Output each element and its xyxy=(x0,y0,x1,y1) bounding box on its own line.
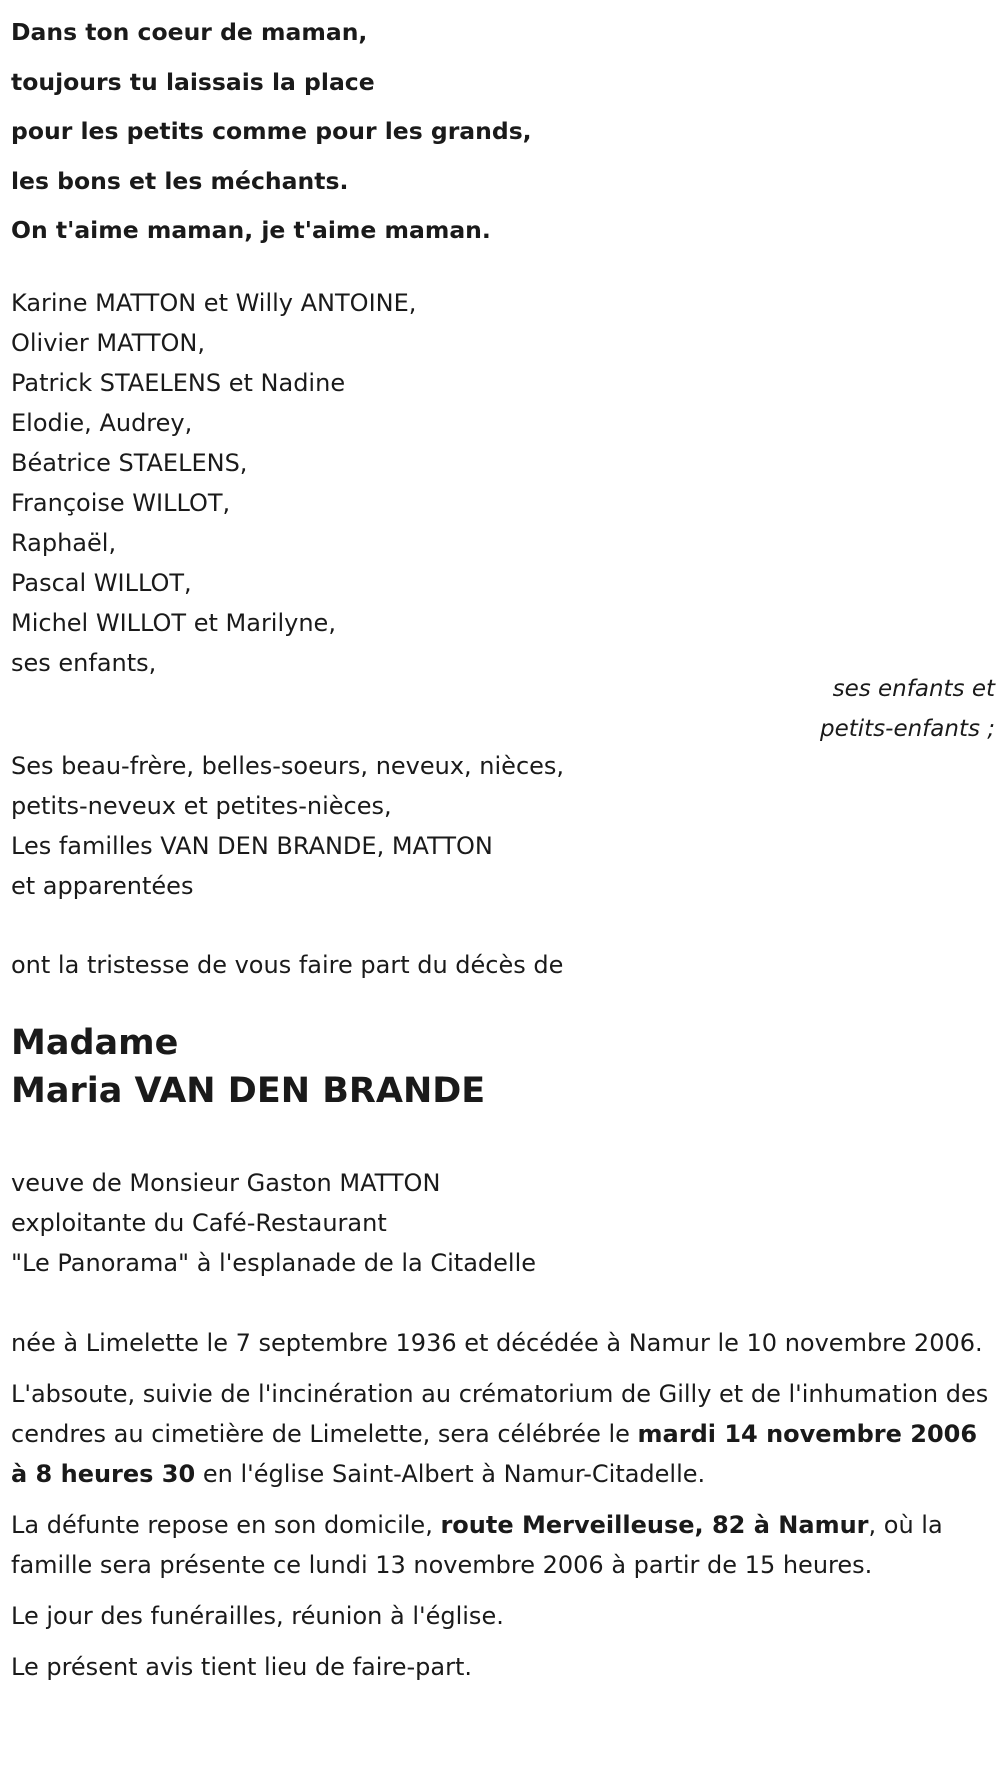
rest-address: route Merveilleuse, 82 à Namur xyxy=(440,1511,869,1539)
ceremony-location: en l'église Saint-Albert à Namur-Citadelle. xyxy=(195,1460,706,1488)
rest-paragraph xyxy=(11,1505,996,1585)
poem-line: pour les petits comme pour les grands, xyxy=(11,117,532,145)
funeral-info xyxy=(11,1323,996,1698)
relatives-list xyxy=(11,746,811,906)
family-list xyxy=(11,283,811,683)
poem-line: les bons et les méchants. xyxy=(11,166,349,195)
ceremony-text: L'absoute, suivie de l'incinération au crématorium de Gilly et de l'inhumation des cendres au cimetière de Limelette, sera célébrée le xyxy=(11,1380,989,1448)
poem-line: toujours tu laissais la place xyxy=(11,67,375,96)
family-member: Raphaël, xyxy=(11,529,117,557)
announcement: ont la tristesse de vous faire part du décès de xyxy=(11,951,564,979)
ceremony-paragraph xyxy=(11,1374,996,1494)
family-role: ses enfants, xyxy=(11,649,157,677)
family-member: Karine MATTON et Willy ANTOINE, xyxy=(11,289,417,317)
family-member: Elodie, Audrey, xyxy=(11,409,193,437)
meeting-paragraph: Le jour des funérailles, réunion à l'église. xyxy=(11,1602,504,1630)
deceased-title: Madame xyxy=(11,1023,179,1063)
family-member: Pascal WILLOT, xyxy=(11,569,192,597)
poem-line: Dans ton coeur de maman, xyxy=(11,18,368,46)
notice-paragraph: Le présent avis tient lieu de faire-part. xyxy=(11,1653,473,1681)
side-note xyxy=(695,669,995,749)
poem xyxy=(11,8,911,256)
ceremony-date: mardi 14 novembre 2006 à 8 heures 30 xyxy=(11,1420,978,1488)
relatives-line: petits-neveux et petites-nièces, xyxy=(11,792,392,820)
detail-line: exploitante du Café-Restaurant xyxy=(11,1209,387,1237)
rest-visiting: , où la famille sera présente ce lundi 13 novembre 2006 à partir de 15 heures. xyxy=(11,1511,943,1579)
deceased-name-block xyxy=(11,1019,911,1115)
side-note-line: petits-enfants ; xyxy=(819,716,995,742)
relatives-line: Les familles VAN DEN BRANDE, MATTON xyxy=(11,832,493,860)
side-note-line: ses enfants et xyxy=(832,676,995,702)
relatives-line: et apparentées xyxy=(11,872,194,900)
detail-line: veuve de Monsieur Gaston MATTON xyxy=(11,1169,441,1197)
deceased-name: Maria VAN DEN BRANDE xyxy=(11,1071,486,1111)
family-member: Michel WILLOT et Marilyne, xyxy=(11,609,336,637)
relatives-line: Ses beau-frère, belles-soeurs, neveux, nièces, xyxy=(11,752,565,780)
family-member: Patrick STAELENS et Nadine xyxy=(11,369,346,397)
detail-line: "Le Panorama" à l'esplanade de la Citadelle xyxy=(11,1249,537,1277)
deceased-details xyxy=(11,1163,911,1283)
family-member: Françoise WILLOT, xyxy=(11,489,231,517)
family-member: Olivier MATTON, xyxy=(11,329,205,357)
family-member: Béatrice STAELENS, xyxy=(11,449,248,477)
birth-death-paragraph: née à Limelette le 7 septembre 1936 et décédée à Namur le 10 novembre 2006. xyxy=(11,1329,983,1357)
poem-line: On t'aime maman, je t'aime maman. xyxy=(11,216,491,244)
rest-text: La défunte repose en son domicile, xyxy=(11,1511,441,1539)
